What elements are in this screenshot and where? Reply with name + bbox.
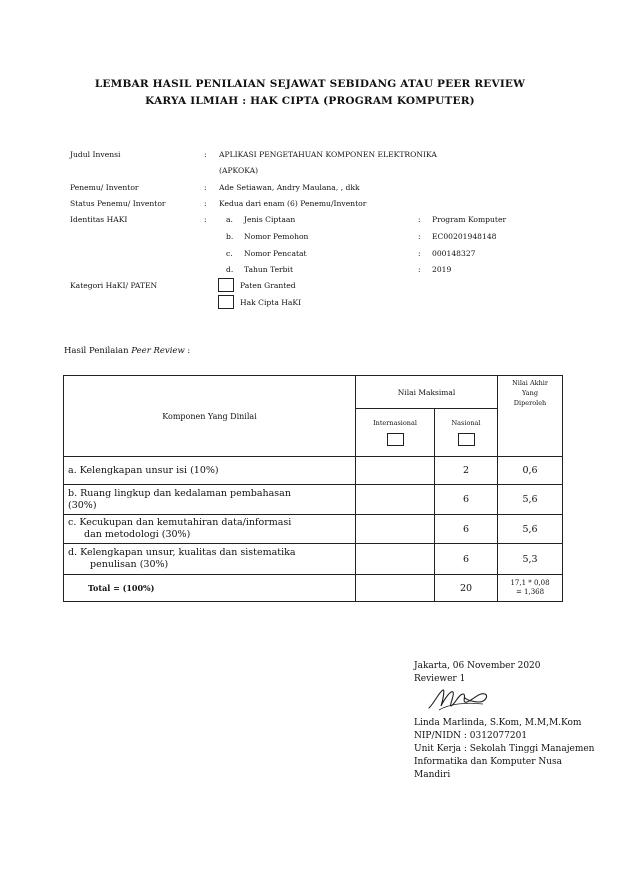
signature-unit-line2: Informatika dan Komputer Nusa — [414, 757, 563, 767]
haki-item-label: Nomor Pemohon — [244, 232, 309, 241]
haki-item-value: Program Komputer — [432, 215, 507, 224]
paten-granted-checkbox[interactable] — [218, 278, 234, 292]
nilai-akhir-header-line: Diperoleh — [513, 399, 547, 407]
judul-value: APLIKASI PENGETAHUAN KOMPONEN ELEKTRONIKA — [219, 150, 437, 159]
row-internasional — [356, 485, 435, 515]
status-label: Status Penemu/ Inventor — [70, 199, 166, 208]
total-akhir — [498, 575, 563, 602]
internasional-header — [356, 409, 435, 457]
komponen-header: Komponen Yang Dinilai — [64, 376, 356, 457]
haki-item-letter: c. — [226, 249, 233, 258]
row-component — [64, 485, 356, 515]
haki-item-letter: d. — [226, 265, 234, 274]
haki-item-label: Tahun Terbit — [244, 265, 294, 274]
internasional-label: Internasional — [373, 419, 417, 427]
row-component — [64, 544, 356, 575]
total-akhir-line: 17,1 * 0,08 — [510, 579, 550, 587]
haki-item-colon: : — [418, 215, 421, 224]
signature-place-date: Jakarta, 06 November 2020 — [414, 661, 541, 671]
signature-nip: NIP/NIDN : 0312077201 — [414, 731, 528, 741]
table-row — [64, 457, 563, 485]
row-akhir: 5,6 — [498, 485, 563, 515]
table-row — [64, 544, 563, 575]
haki-item-letter: a. — [226, 215, 233, 224]
internasional-checkbox[interactable] — [387, 433, 404, 446]
row-internasional — [356, 457, 435, 485]
signature-name: Linda Marlinda, S.Kom, M.M,M.Kom — [414, 718, 582, 728]
haki-item-value: 2019 — [432, 265, 452, 274]
row-component-line: a. Kelengkapan unsur isi (10%) — [68, 464, 219, 476]
row-component-line: b. Ruang lingkup dan kedalaman pembahasan — [68, 487, 291, 499]
signature-unit-line1: Unit Kerja : Sekolah Tinggi Manajemen — [414, 744, 595, 754]
paten-granted-label: Paten Granted — [240, 281, 296, 290]
row-component — [64, 515, 356, 544]
row-akhir: 5,3 — [498, 544, 563, 575]
status-colon: : — [204, 199, 207, 208]
review-intro-italic: Peer Review — [131, 346, 185, 356]
table-row — [64, 515, 563, 544]
signature-role: Reviewer 1 — [414, 674, 466, 684]
judul-colon: : — [204, 150, 207, 159]
kategori-label: Kategori HaKI/ PATEN — [70, 281, 158, 290]
haki-item-letter: b. — [226, 232, 234, 241]
haki-item-value: 000148327 — [432, 249, 476, 258]
row-component-line: penulisan (30%) — [90, 559, 169, 570]
identitas-colon: : — [204, 215, 207, 224]
nasional-label: Nasional — [451, 419, 481, 427]
nilai-akhir-header-line: Nilai Akhir — [512, 379, 548, 387]
nilai-akhir-header-line: Yang — [522, 389, 539, 397]
penemu-colon: : — [204, 183, 207, 192]
row-component-line: (30%) — [68, 499, 97, 511]
table-row — [64, 485, 563, 515]
document-title-line1: LEMBAR HASIL PENILAIAN SEJAWAT SEBIDANG ATAU PEER REVIEW — [94, 78, 526, 90]
judul-label: Judul Invensi — [70, 150, 121, 159]
haki-item-colon: : — [418, 249, 421, 258]
row-component — [64, 457, 356, 485]
row-akhir: 5,6 — [498, 515, 563, 544]
nasional-checkbox[interactable] — [458, 433, 475, 446]
penemu-value: Ade Setiawan, Andry Maulana, , dkk — [219, 183, 360, 192]
haki-item-label: Jenis Ciptaan — [244, 215, 296, 224]
row-akhir: 0,6 — [498, 457, 563, 485]
identitas-label: Identitas HAKI — [70, 215, 128, 224]
review-intro-suffix: : — [184, 346, 191, 356]
table-total-row — [64, 575, 563, 602]
nilai-maksimal-header: Nilai Maksimal — [356, 376, 498, 409]
document-title-line2: KARYA ILMIAH : HAK CIPTA (PROGRAM KOMPUTER) — [145, 95, 475, 107]
row-component-line: c. Kecukupan dan kemutahiran data/informasi — [68, 517, 292, 528]
signature-scribble — [425, 684, 495, 714]
nilai-akhir-header — [498, 376, 563, 457]
status-value: Kedua dari enam (6) Penemu/Inventor — [219, 199, 367, 208]
row-nasional: 6 — [435, 485, 498, 515]
total-internasional — [356, 575, 435, 602]
total-nasional: 20 — [435, 575, 498, 602]
row-nasional: 6 — [435, 544, 498, 575]
haki-item-colon: : — [418, 232, 421, 241]
row-component-line: dan metodologi (30%) — [84, 529, 191, 540]
review-intro-prefix: Hasil Penilaian — [64, 346, 132, 356]
total-akhir-line: = 1,368 — [515, 588, 545, 596]
nasional-header — [435, 409, 498, 457]
total-label: Total = (100%) — [64, 575, 356, 602]
assessment-table — [63, 375, 563, 602]
judul-value-abbrev: (APKOKA) — [219, 166, 259, 175]
review-intro — [64, 346, 190, 356]
haki-item-value: EC00201948148 — [432, 232, 497, 241]
row-component-line: d. Kelengkapan unsur, kualitas dan sistematika — [68, 547, 296, 558]
signature-unit-line3: Mandiri — [414, 770, 451, 780]
penemu-label: Penemu/ Inventor — [70, 183, 139, 192]
row-nasional: 2 — [435, 457, 498, 485]
row-nasional: 6 — [435, 515, 498, 544]
row-internasional — [356, 515, 435, 544]
hak-cipta-label: Hak Cipta HaKI — [240, 298, 302, 307]
haki-item-label: Nomor Pencatat — [244, 249, 307, 258]
haki-item-colon: : — [418, 265, 421, 274]
hak-cipta-checkbox[interactable] — [218, 295, 234, 309]
row-internasional — [356, 544, 435, 575]
